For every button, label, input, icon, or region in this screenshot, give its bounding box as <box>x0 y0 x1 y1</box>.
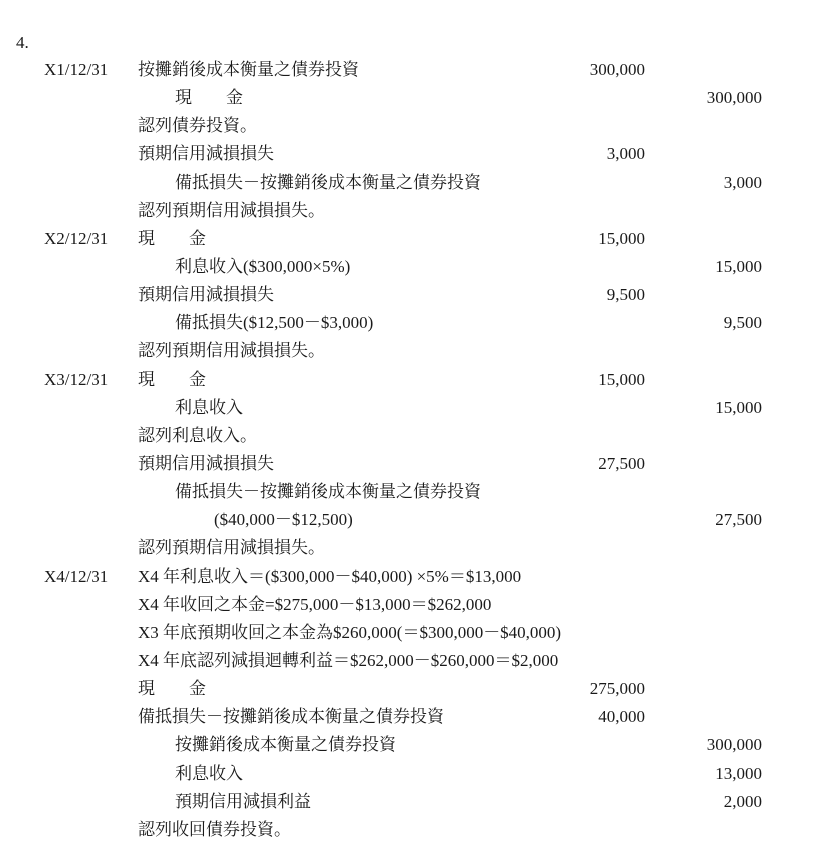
entry-description: 現 金 <box>138 228 206 248</box>
debit-amount: 3,000 <box>606 144 645 164</box>
entry-description: 預期信用減損損失 <box>138 285 274 305</box>
journal-row <box>0 788 828 816</box>
entry-date: X4/12/31 <box>44 566 109 586</box>
entry-description: 現 金 <box>138 369 206 389</box>
credit-amount: 15,000 <box>715 256 762 276</box>
entry-description: 認列債券投資。 <box>138 116 257 136</box>
credit-amount: 300,000 <box>706 88 762 108</box>
entry-description: 備抵損失－按攤銷後成本衡量之債券投資 <box>175 482 481 502</box>
credit-amount: 2,000 <box>723 791 762 811</box>
entry-date: X3/12/31 <box>44 369 109 389</box>
journal-row <box>0 816 828 844</box>
entry-description: X3 年底預期收回之本金為$260,000(＝$300,000－$40,000) <box>138 622 562 642</box>
journal-row <box>0 169 828 197</box>
journal-row <box>0 309 828 337</box>
credit-amount: 27,500 <box>715 510 762 530</box>
journal-row <box>0 731 828 759</box>
journal-row <box>0 197 828 225</box>
entry-description: 備抵損失－按攤銷後成本衡量之債券投資 <box>138 707 444 727</box>
journal-row <box>0 591 828 619</box>
entry-description: 利息收入 <box>175 397 243 417</box>
problem-number: 4. <box>16 33 29 52</box>
journal-row <box>0 647 828 675</box>
journal-row <box>0 56 828 84</box>
journal-row <box>0 422 828 450</box>
entry-description: 認列收回債券投資。 <box>138 819 291 839</box>
journal-row <box>0 337 828 365</box>
entry-description: 認列利息收入。 <box>138 425 257 445</box>
credit-amount: 9,500 <box>723 313 762 333</box>
entry-description: X4 年利息收入＝($300,000－$40,000) ×5%＝$13,000 <box>138 566 522 586</box>
entry-description: 認列預期信用減損損失。 <box>138 538 325 558</box>
journal-row <box>0 366 828 394</box>
entry-description: 預期信用減損損失 <box>138 144 274 164</box>
entry-description: 認列預期信用減損損失。 <box>138 341 325 361</box>
journal-row <box>0 253 828 281</box>
entry-description: X4 年底認列減損迴轉利益＝$262,000－$260,000＝$2,000 <box>138 650 559 670</box>
journal-row <box>0 450 828 478</box>
journal-row <box>0 140 828 168</box>
credit-amount: 13,000 <box>715 763 762 783</box>
entry-description: 現 金 <box>138 679 206 699</box>
entry-description: ($40,000－$12,500) <box>214 510 353 530</box>
journal-row <box>0 225 828 253</box>
debit-amount: 300,000 <box>589 60 645 79</box>
journal-row <box>0 675 828 703</box>
journal-row <box>0 394 828 422</box>
journal-row <box>0 112 828 140</box>
journal-row <box>0 84 828 112</box>
entry-description: 備抵損失－按攤銷後成本衡量之債券投資 <box>175 172 481 192</box>
entry-description: 按攤銷後成本衡量之債券投資 <box>175 735 396 755</box>
journal-row <box>0 506 828 534</box>
entry-description: 按攤銷後成本衡量之債券投資 <box>138 60 359 79</box>
debit-amount: 15,000 <box>598 228 645 248</box>
entry-description: 利息收入 <box>175 763 243 783</box>
debit-amount: 40,000 <box>598 707 645 727</box>
entry-description: 預期信用減損利益 <box>175 791 311 811</box>
entry-description: X4 年收回之本金=$275,000－$13,000＝$262,000 <box>138 594 492 614</box>
debit-amount: 275,000 <box>589 679 645 699</box>
entry-description: 現 金 <box>175 88 243 108</box>
debit-amount: 9,500 <box>606 285 645 305</box>
credit-amount: 300,000 <box>706 735 762 755</box>
entry-description: 預期信用減損損失 <box>138 453 274 473</box>
entry-description: 認列預期信用減損損失。 <box>138 200 325 220</box>
journal-row <box>0 281 828 309</box>
journal-row <box>0 703 828 731</box>
entry-description: 利息收入($300,000×5%) <box>175 256 351 276</box>
journal-row <box>0 619 828 647</box>
journal-entries <box>0 56 828 844</box>
journal-row <box>0 760 828 788</box>
entry-description: 備抵損失($12,500－$3,000) <box>175 313 374 333</box>
journal-row <box>0 478 828 506</box>
entry-date: X2/12/31 <box>44 228 109 248</box>
debit-amount: 27,500 <box>598 453 645 473</box>
entry-date: X1/12/31 <box>44 60 109 79</box>
journal-row <box>0 563 828 591</box>
journal-row <box>0 534 828 562</box>
debit-amount: 15,000 <box>598 369 645 389</box>
credit-amount: 3,000 <box>723 172 762 192</box>
credit-amount: 15,000 <box>715 397 762 417</box>
